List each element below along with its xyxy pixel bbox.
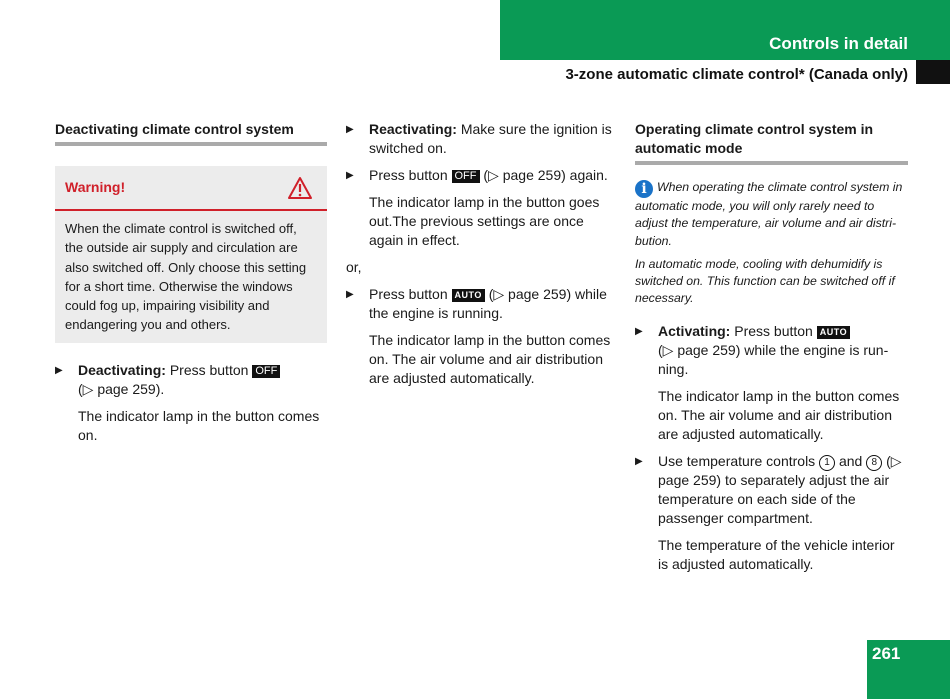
page-ref: (▷ page 259).: [78, 380, 165, 397]
info-note: [635, 179, 908, 250]
triangle-bullet-icon: ▶: [635, 455, 643, 467]
item-text: Press button: [369, 286, 448, 302]
triangle-bullet-icon: ▶: [55, 364, 63, 376]
warning-box: [55, 166, 327, 343]
page-subtitle: 3-zone automatic climate control* (Canada only): [565, 66, 908, 83]
item-label: Activating:: [658, 322, 731, 339]
item-text: Make sure the ignition is switched on.: [369, 121, 612, 156]
off-key: OFF: [452, 170, 480, 183]
column-left: [55, 120, 327, 445]
paragraph: The indicator lamp in the button comes on.: [78, 407, 320, 443]
section-title: Controls in detail: [769, 34, 908, 53]
page-ref: (▷ page 259) again.: [483, 167, 608, 183]
item-label: Reactivating:: [369, 121, 457, 137]
item-text: Press button: [734, 322, 813, 339]
list-item: [635, 452, 908, 528]
item-text: Press button: [169, 361, 249, 378]
info-icon: i: [635, 180, 653, 198]
warning-triangle-icon: [287, 176, 313, 200]
thumb-tab: [916, 60, 950, 84]
paragraph: The indicator lamp in the button goes out.The previous settings are once again in effect.: [369, 194, 600, 248]
paragraph: The temperature of the vehicle interior is adjusted automatically.: [658, 536, 895, 572]
warning-title: Warning!: [65, 179, 126, 195]
page-ref: (▷ page 259) while the engine is run-ning.: [658, 341, 889, 377]
info-note: In automatic mode, cooling with dehumidify is switched on. This function can be switched off if necessary.: [635, 256, 895, 306]
warning-header: [55, 166, 327, 211]
triangle-bullet-icon: ▶: [635, 325, 643, 337]
control-8-marker: 8: [866, 455, 882, 471]
list-item: [346, 166, 618, 185]
list-item: [346, 120, 618, 158]
page-ref: (▷ page 259) to separately adjust the air temperature on each side of the passenger compartment.: [658, 452, 902, 526]
section-heading: Operating climate control system in automatic mode: [635, 120, 908, 165]
paragraph: The indicator lamp in the button comes on. The air volume and air distribution are adjusted automatically.: [369, 332, 611, 386]
item-label: Deactivating:: [78, 361, 166, 378]
column-right: [635, 120, 908, 574]
paragraph: The indicator lamp in the button comes on. The air volume and air distribution are adjusted automatically.: [658, 387, 900, 442]
list-item: [346, 285, 618, 323]
item-text: Press button: [369, 167, 448, 183]
item-text: and: [838, 452, 863, 469]
section-heading: Deactivating climate control system: [55, 120, 327, 146]
or-text: or,: [346, 259, 362, 275]
control-1-marker: 1: [819, 455, 835, 471]
triangle-bullet-icon: ▶: [346, 289, 354, 300]
triangle-bullet-icon: ▶: [346, 124, 354, 135]
list-item: [635, 322, 908, 379]
note-text: When operating the climate control system in automatic mode, you will only rarely need to adjust the temperature, air volume and air distri-bution.: [635, 180, 903, 248]
triangle-bullet-icon: ▶: [346, 170, 354, 181]
list-item: [55, 361, 327, 399]
warning-text: When the climate control is switched off, the outside air supply and circulation are also switched off. Only choose this setting for a short time. Otherwise the windows could fog up, impairing visibility and endangering you and others.: [65, 221, 307, 333]
page-ref: (▷ page 259) while the engine is running.: [369, 286, 607, 321]
page-number: 261: [872, 644, 901, 663]
off-key: OFF: [252, 365, 280, 378]
column-middle: [346, 120, 618, 388]
auto-key: AUTO: [452, 289, 485, 302]
item-text: Use temperature controls: [658, 452, 816, 469]
auto-key: AUTO: [817, 326, 850, 339]
